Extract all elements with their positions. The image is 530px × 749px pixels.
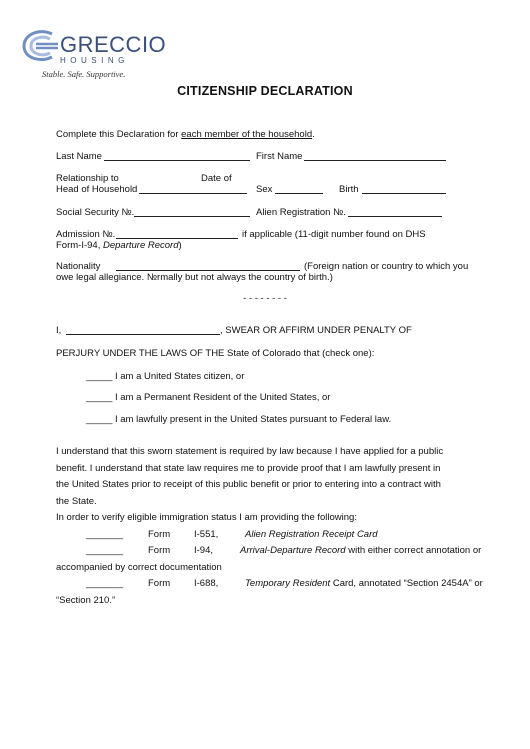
doc-i688-number: I-688, [194,578,219,589]
section-divider: - - - - - - - - [243,293,287,304]
intro-text: Complete this Declaration for each member of the household. [56,129,315,140]
last-name-label: Last Name [56,151,102,162]
doc-i551-form: Form [148,529,171,540]
doc-i688-continued: “Section 210.” [56,595,116,606]
doc-i551-number: I-551, [194,529,219,540]
relationship-label-1: Relationship to [56,173,119,184]
option-resident-label: I am a Permanent Resident of the United States, or [115,392,331,403]
doc-i94-form: Form [148,545,171,556]
statement-line-3: the United States prior to receipt of this public benefit or prior to entering into a contract with [56,479,441,490]
relationship-field[interactable] [139,185,247,194]
doc-i551-desc: Alien Registration Receipt Card [245,529,378,540]
alien-reg-label: Alien Registration №. [256,207,346,218]
admission-label: Admission №. [56,229,116,240]
ssn-field[interactable] [134,208,250,217]
option-resident-blank[interactable]: _____ [86,392,113,403]
statement-line-5: In order to verify eligible immigration status I am providing the following: [56,512,357,523]
nationality-label: Nationality [56,261,101,272]
doc-i94-blank[interactable]: _______ [86,545,123,556]
sex-field[interactable] [275,185,323,194]
birth-date-field[interactable] [362,185,446,194]
doc-i551-blank[interactable]: _______ [86,529,123,540]
last-name-field[interactable] [104,152,250,161]
oath-i: I, [56,325,62,336]
doc-i688-form: Form [148,578,171,589]
oath-perjury-text: PERJURY UNDER THE LAWS OF THE State of Colorado that (check one): [56,348,375,359]
doc-i94-number: I-94, [194,545,214,556]
date-of-label: Date of [201,173,232,184]
alien-reg-field[interactable] [348,208,442,217]
first-name-label: First Name [256,151,303,162]
option-lawful-blank[interactable]: _____ [86,414,113,425]
sex-label: Sex [256,184,273,195]
option-lawful-label: I am lawfully present in the United States pursuant to Federal law. [115,414,392,425]
declarant-name-field[interactable] [66,326,220,335]
nationality-note: (Foreign nation or country to which you [304,261,469,272]
oath-swear-text: , SWEAR OR AFFIRM UNDER PENALTY OF [220,325,412,336]
doc-i688-desc: Temporary Resident Card, annotated “Section 2454A” or [245,578,483,589]
greccio-logo-mark [22,30,62,62]
first-name-field[interactable] [304,152,446,161]
doc-i94-continued: accompanied by correct documentation [56,562,222,573]
form-i94-note: Form-I-94, Departure Record) [56,240,182,251]
logo-name: GRECCIO [60,32,167,57]
doc-i94-desc: Arrival-Departure Record with either correct annotation or [240,545,482,556]
page-title: CITIZENSHIP DECLARATION [177,84,353,98]
doc-i688-blank[interactable]: _______ [86,578,123,589]
admission-note: if applicable (11-digit number found on DHS [242,229,426,240]
birth-label: Birth [339,184,359,195]
nationality-field[interactable] [116,262,300,271]
statement-line-4: the State. [56,496,97,507]
statement-line-2: benefit. I understand that state law requires me to provide proof that I am lawfully present in [56,463,441,474]
allegiance-note: owe legal allegiance. №rmally but not always the country of birth.) [56,272,333,283]
option-citizen-blank[interactable]: _____ [86,371,113,382]
logo-sub: HOUSING [60,56,129,65]
admission-field[interactable] [116,230,238,239]
option-citizen-label: I am a United States citizen, or [115,371,245,382]
relationship-label-2: Head of Household [56,184,138,195]
logo-tagline: Stable. Safe. Supportive. [42,69,126,79]
ssn-label: Social Security №. [56,207,135,218]
statement-line-1: I understand that this sworn statement is required by law because I have applied for a public [56,446,444,457]
